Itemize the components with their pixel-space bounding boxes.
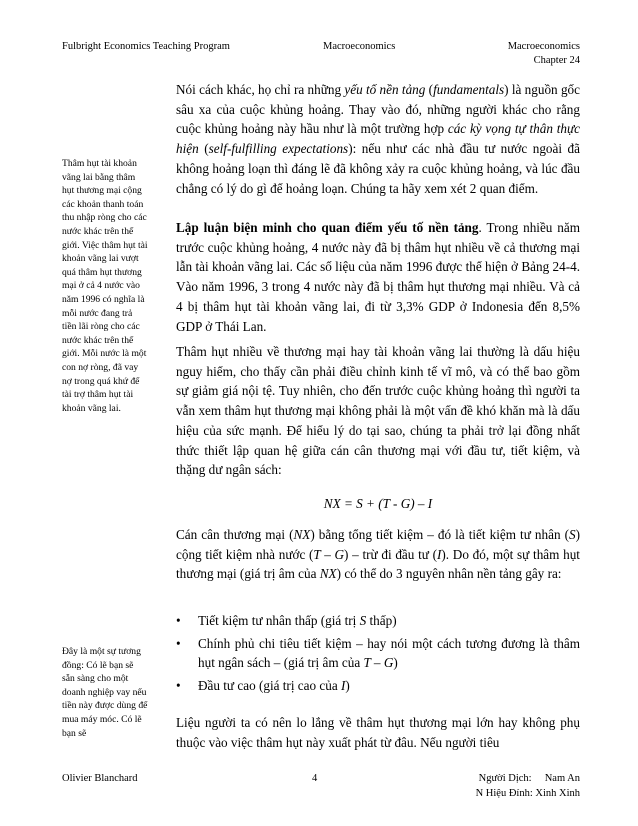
- translator-name: Nam An: [544, 773, 580, 784]
- p4-text-7: ) – trừ đi đầu tư (: [344, 546, 437, 562]
- header-program: Fulbright Economics Teaching Program: [62, 41, 230, 52]
- p4-var-t-g: T – G: [313, 546, 345, 562]
- translator-label: Người Dịch:: [478, 773, 532, 784]
- p4-var-nx-2: NX: [319, 566, 337, 582]
- bullet-var: T – G: [363, 655, 394, 671]
- paragraph-fundamentals-case: [176, 218, 580, 336]
- margin-note-analogy: Đây là một sự tương đồng: Có lẽ bạn sẽ sẵn sàng cho một doanh nghiệp vay nếu tiền này được dùng để mua máy móc. Có lẽ bạn sẽ: [62, 646, 148, 739]
- p4-var-i: I: [437, 546, 442, 562]
- p1-term-fundamentals-en: fundamentals: [433, 82, 505, 97]
- p1-term-self-fulfilling-vi: các kỳ vọng tự thân thực hiện: [176, 121, 580, 157]
- list-item: [176, 634, 580, 673]
- p4-text-1: Cán cân thương mại (: [176, 527, 294, 542]
- p1-text-9: ): nếu như các nhà đầu tư nước ngoài đã không hoảng loạn thì đáng lẽ đã không xảy ra cuộc khủng hoảng, và lúc đầu chẳng có lý do gì để hoảng loạn. Chúng ta hãy xem xét 2 quan điểm.: [176, 141, 580, 196]
- bullet-var: I: [340, 678, 346, 694]
- header-chapter: [470, 40, 580, 68]
- bullet-text: Chính phủ chi tiêu tiết kiệm – hay nói một cách tương đương là thâm hụt ngân sách – (giá trị âm của: [198, 635, 580, 671]
- p1-term-fundamentals-vi: yếu tố nền tảng: [344, 82, 426, 97]
- list-item: [176, 611, 580, 631]
- section-heading-fundamentals: Lập luận biện minh cho quan điểm yếu tố nền tảng: [176, 220, 479, 235]
- bullet-icon: •: [176, 678, 181, 694]
- footer-editor: N Hiệu Đính: Xinh Xinh: [475, 788, 580, 799]
- paragraph-trade-balance-explanation: [176, 525, 580, 584]
- bullet-icon: •: [176, 613, 181, 628]
- p1-text-7: (: [198, 141, 209, 157]
- header-course-right: Macroeconomics: [507, 41, 580, 52]
- paragraph-fundamentals-intro: [176, 80, 580, 198]
- header-course: Macroeconomics: [323, 41, 396, 52]
- p4-text-9: ). Do đó, một sự thâm hụt thương mại (giá trị âm của: [176, 546, 580, 582]
- p4-text-3: ) bằng tổng tiết kiệm – đó là tiết kiệm tư nhân (: [310, 527, 569, 542]
- footer-translator: [440, 771, 580, 786]
- p1-text-1: Nói cách khác, họ chỉ ra những: [176, 82, 345, 97]
- list-item: [176, 676, 580, 696]
- p5-text: Liệu người ta có nên lo lắng về thâm hụt thương mại lớn hay không phụ thuộc vào việc thâm hụt này xuất phát từ đâu. Nếu người tiêu: [176, 715, 580, 750]
- p3-text: Thâm hụt nhiều về thương mại hay tài khoản vãng lai thường là dấu hiệu nguy hiểm, cho thấy cần phải điều chỉnh kinh tế vĩ mô, và có thể bao gồm sự giảm giá nội tệ. Tuy nhiên, cho đến trước cuộc khủng hoảng thì người ta vẫn xem thâm hụt thương mại không phải là một vấn đề khó khăn mà là dấu hiệu của sức mạnh. Để hiểu lý do tại sao, chúng ta phải trở lại đồng nhất thức thiết lập quan hệ giữa cán cân thương mại với đầu tư, tiết kiệm, và thặng dư ngân sách:: [176, 344, 580, 478]
- bullet-text-end: ): [345, 678, 350, 694]
- causes-list: [176, 611, 580, 699]
- equation-trade-balance: NX = S + (T - G) – I: [323, 496, 433, 511]
- bullet-text: Tiết kiệm tư nhân thấp (giá trị: [198, 613, 360, 628]
- p4-var-nx: NX: [293, 527, 311, 542]
- footer-credits: [440, 771, 580, 801]
- bullet-var: S: [359, 613, 367, 628]
- p4-text-5: ) cộng tiết kiệm nhà nước (: [176, 527, 580, 562]
- bullet-text-end: ): [393, 655, 398, 671]
- p4-text-11: ) có thể do 3 nguyên nhân nền tảng gây ra:: [336, 566, 562, 582]
- header-chapter-number: Chapter 24: [533, 55, 580, 66]
- margin-note-current-account: Thâm hụt tài khoản vãng lai bằng thâm hụt thương mại cộng các khoản thanh toán thu nhập ròng cho các nước khác trên thế giới. Việc thâm hụt tài khoản vãng lai vượt quá thâm hụt thương mại ở cả 4 nước vào năm 1996 có nghĩa là mỗi nước đang trả tiền lãi ròng cho các nước khác trên thế giới. Mỗi nước là một con nợ ròng, đã vay nợ trong quá khứ để tài trợ thâm hụt tài khoản vãng lai.: [62, 158, 148, 414]
- paragraph-deficit-source: [176, 713, 580, 752]
- bullet-icon: •: [176, 635, 181, 651]
- footer-author: Olivier Blanchard: [62, 773, 138, 784]
- bullet-text: Đầu tư cao (giá trị cao của: [198, 678, 341, 694]
- p1-text-3: (: [425, 82, 434, 97]
- p4-var-s: S: [569, 527, 576, 542]
- bullet-text-end: thấp): [366, 613, 397, 628]
- page-number: 4: [312, 773, 318, 784]
- paragraph-trade-deficit: [176, 342, 580, 480]
- p1-text-5: ) là nguồn gốc sâu xa của cuộc khủng hoảng. Thay vào đó, những người khác cho rằng cuộc khủng hoảng này hầu như là một trường hợp: [176, 82, 580, 137]
- p1-term-self-fulfilling-en: self-fulfilling expectations: [208, 141, 349, 157]
- p2-text: . Trong nhiều năm trước cuộc khủng hoảng, 4 nước này đã bị thâm hụt nhiều về cả thương mại lẫn tài khoản vãng lai. Các số liệu của năm 1996 được thể hiện ở Bảng 24-4. Vào năm 1996, 3 trong 4 nước này đã bị thâm hụt thương mại nhiều. Và cả 4 bị thâm hụt tài khoản vãng lai, đi từ 3,3% GDP ở Indonesia đến 8,5% GDP ở Thái Lan.: [176, 220, 581, 334]
